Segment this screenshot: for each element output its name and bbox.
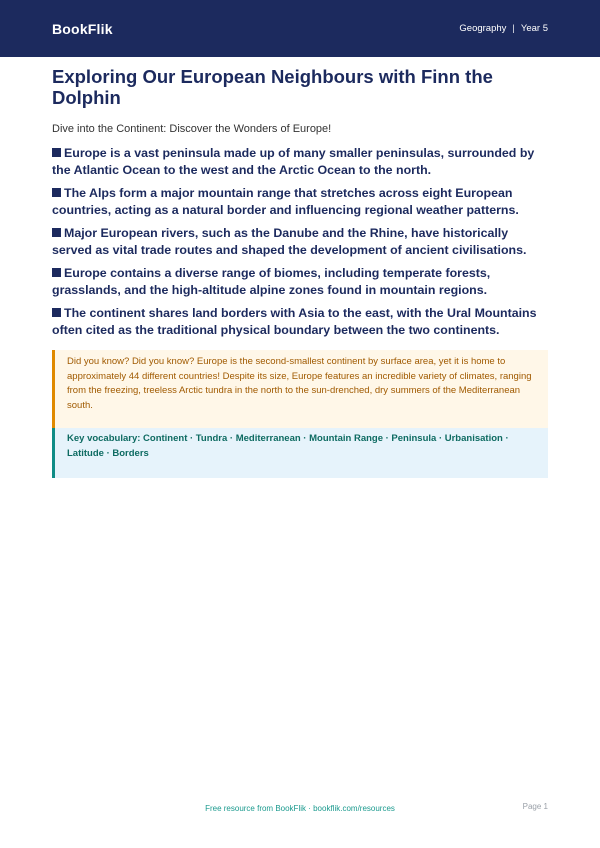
key-point-text: The continent shares land borders with Asia to the east, with the Ural Mountains often cited as the traditional physical boundary between the two continents. <box>52 306 537 337</box>
page-header <box>0 0 600 57</box>
key-point-text: Major European rivers, such as the Danube and the Rhine, have historically served as vital trade routes and shaped the development of ancient civilisations. <box>52 226 527 257</box>
key-point <box>52 225 548 259</box>
key-point <box>52 305 548 339</box>
key-point-text: The Alps form a major mountain range that stretches across eight European countries, acting as a natural border and influencing regional weather patterns. <box>52 186 519 217</box>
key-point <box>52 265 548 299</box>
meta-separator: | <box>512 23 515 34</box>
page-number: Page 1 <box>522 802 548 811</box>
square-bullet-icon <box>52 268 61 277</box>
square-bullet-icon <box>52 188 61 197</box>
key-point-text: Europe contains a diverse range of biomes, including temperate forests, grasslands, and the high-altitude alpine zones found in mountain regions. <box>52 266 491 297</box>
did-you-know-box <box>52 350 548 428</box>
page-title: Exploring Our European Neighbours with Finn the Dolphin <box>52 66 493 108</box>
did-you-know-text: Did you know? Did you know? Europe is the second-smallest continent by surface area, yet it is home to approximately 44 different countries! Despite its size, Europe features an incredible variety of climates, ranging from the freezing, treeless Arctic tundra in the north to the sun-drenched, dry summers of the Mediterranean south. <box>67 356 532 411</box>
key-points-list <box>52 145 548 339</box>
key-vocabulary-box <box>52 428 548 478</box>
key-point-text: Europe is a vast peninsula made up of many smaller peninsulas, surrounded by the Atlantic Ocean to the west and the Arctic Ocean to the north. <box>52 146 535 177</box>
main-content <box>52 66 548 478</box>
square-bullet-icon <box>52 308 61 317</box>
year-label: Year 5 <box>520 23 548 34</box>
page-footer <box>52 801 548 815</box>
header-meta <box>459 23 548 34</box>
subject-label: Geography <box>459 23 507 34</box>
brand-logo[interactable]: BookFlik <box>52 20 113 37</box>
key-point <box>52 145 548 179</box>
page-subtitle: Dive into the Continent: Discover the Wonders of Europe! <box>52 123 332 135</box>
square-bullet-icon <box>52 228 61 237</box>
key-point <box>52 185 548 219</box>
key-vocabulary-text: Key vocabulary: Continent · Tundra · Mediterranean · Mountain Range · Peninsula · Urbanisation · Latitude · Borders <box>67 433 509 459</box>
footer-link[interactable]: Free resource from BookFlik · bookflik.com/resources <box>205 803 395 813</box>
square-bullet-icon <box>52 148 61 157</box>
